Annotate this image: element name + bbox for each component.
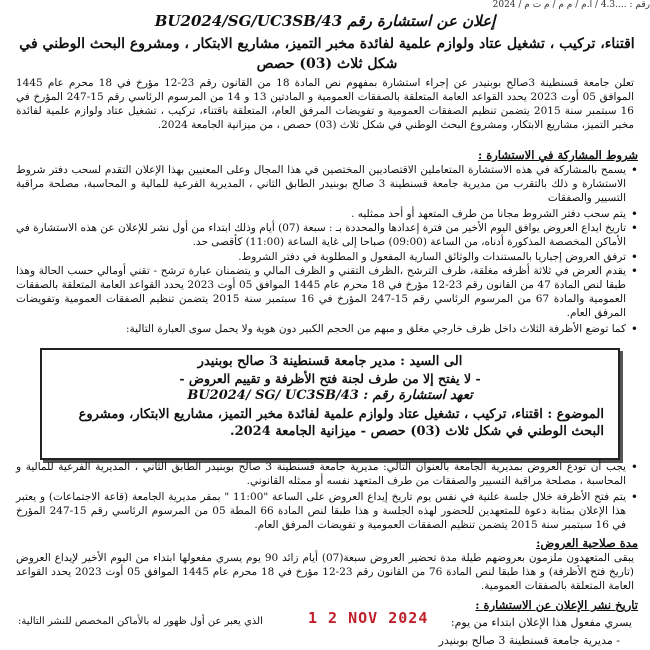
condition-item-5: • يقدم العرض في ثلاثة أظرفه مغلقة، ظرف الترشح ،الظرف التقني و الظرف المالي و يتضمنان عبارة ترشح - تقني أومالي حسب الحالة وهذا طبقا لنص المادة 47 من القانون رقم 23-12 مؤرخ في 18 محرم عام 1445 الموافق 05 أوت 2023 يحدد القواعد العامة المتعلقة بالصفقات العمومية والمادة 67 من المرسوم الرئاسي رقم 15-247 المؤرخ في 16 سبتمبر سنة 2015 يتضمن تنظيم الصفقات العمومية وتفويضات المرفق العام.	[16, 264, 636, 320]
envelope-box	[40, 348, 620, 460]
conditions-heading: شروط المشاركة في الاستشارة :	[477, 148, 638, 162]
validity-paragraph: يبقى المتعهدون ملزمون بعروضهم طيلة مدة تحضير العروض سبعة(07) أيام زائد 90 يوم يسري مفعولها ابتداء من اليوم الأخير لإيداع العروض (تاريخ فتح الأظرفة) و هذا طبقا لنص المادة 76 من القانون رقم 23-12 مؤرخ في 18 محرم عام 1445 الموافق 05 أوت 2023 يحدد القواعد العامة المتعلقة بالصفقات العمومية.	[16, 552, 635, 592]
publication-heading: تاريخ نشر الإعلان عن الاستشارة :	[475, 598, 638, 612]
deposit-item-1: • يجب أن تودع العروض بمديرية الجامعة بالعنوان التالي: مديرية جامعة قسنطينة 3 صالح بوبنيدر الطابق الثاني ، المديرية الفرعية للمالية و المحاسبة ، مصلحة مراقبة التسيير والصفقات من طرف المتعهد نفسه أو ممثله القانوني.	[16, 460, 636, 488]
publication-place-1	[439, 634, 620, 647]
condition-item-4: • ترفق العروض إجباريا بالمستندات والوثائق السارية المفعول و المطلوبة في دفتر الشروط.	[16, 250, 636, 264]
publication-line: يسري مفعول هذا الإعلان ابتداء من يوم:	[450, 616, 632, 629]
intro-paragraph: تعلن جامعة قسنطينة 3صالح بوبنيدر عن إجراء استشارة بمفهوم نص المادة 18 من القانون رقم 23-12 مؤرخ في 18 محرم عام 1445 الموافق 05 أوت 2023 يحدد القواعد العامة المتعلقة بالصفقات العمومية و المادتين 13 و 14 من المرسوم الرئاسي رقم 15-247 المؤرخ في 16 سبتمبر سنة 2015 يتضمن تنظيم الصفقات العمومية و تفويضات المرفق العام، المتعلقة باقتناء، تركيب ، تشغيل عتاد ولوازم علمية لفائدة مخبر التميز، مشاريع الابتكار، ومشروع البحث الوطني في شكل ثلاث (03) حصص ، من ميزانية الجامعة 2024.	[16, 77, 634, 131]
publication-line-after: الذي يعبر عن أول ظهور له بالأماكن المخصص للنشر التالية:	[18, 616, 263, 627]
condition-item-6: • كما توضع الأظرفة الثلاث داخل ظرف خارجي مغلق و مبهم من الحجم الكبير دون هوية ولا يحمل سوى العبارة التالية:	[16, 322, 636, 336]
validity-heading: مدة صلاحية العروض:	[536, 536, 638, 550]
envelope-subject: الموضوع : اقتناء، تركيب ، تشغيل عتاد ولوازم علمية لفائدة مخبر التميز، مشاريع الابتكار، ومشروع البحث الوطني في شكل ثلاث (03) حصص - ميزانية الجامعة 2024.	[78, 407, 604, 439]
condition-item-2: • يتم سحب دفتر الشروط مجانا من طرف المتعهد أو أحد ممثليه .	[16, 207, 636, 221]
condition-item-1: • يسمح بالمشاركة في هذه الاستشارة المتعاملين الاقتصاديين المختصين في هذا المجال وعلى المعنيين بهذا الإعلان التقدم لسحب دفتر شروط الاستشارة و ذلك بالتقرب من مديرية جامعة قسنطينة 3 صالح بوبنيدر الطابق الثاني ، المديرية الفرعية للمالية و المحاسبة، مصلحة مراقبة التسيير والصفقات	[16, 163, 636, 205]
place-bullet: -	[612, 634, 620, 647]
date-stamp: 1 2 NOV 2024	[308, 609, 429, 627]
condition-item-3: • تاريخ ايداع العروض يوافق اليوم الأخير من فترة إعدادها والمحددة بـ : سبعة (07) أيام وذلك ابتداء من أول نشر للإعلان عن هذه الاستشارة في الأماكن المخصصة المذكورة أدناه، من الساعة (09:00) صباحا إلى غاية الساعة (11:00) كأقصى حد.	[16, 221, 636, 249]
envelope-reference: تعهد استشارة رقم : BU2024/ SG/ UC3SB/43	[187, 388, 473, 403]
announcement-title: إعلان عن استشارة رقم BU2024/SG/UC3SB/43	[154, 12, 496, 30]
reference-strip: رقم : ....4.3 / أ.م / م م / م ت م / 2024	[492, 0, 650, 10]
envelope-addressee: الى السيد : مدير جامعة قسنطينة 3 صالح بوبنيدر	[197, 354, 463, 369]
announcement-subject: اقتناء، تركيب ، تشغيل عتاد ولوازم علمية لفائدة مخبر التميز، مشاريع الابتكار ، ومشروع البحث الوطني في شكل ثلاث (03) حصص	[19, 36, 635, 72]
envelope-notice: - لا يفتح إلا من طرف لجنة فتح الأظرفة و تقييم العروض -	[179, 371, 481, 386]
deposit-item-2: • يتم فتح الأظرفة خلال جلسة علنية في نفس يوم تاريخ إيداع العروض على الساعة "11:00 " بمقر مديرية الجامعة (قاعة الاجتماعات) و يعتبر هذا الإعلان بمثابة دعوة للمتعهدين للحضور لهذه الجلسة و هذا طبقا لنص المادة 66 المطة 05 من المرسوم الرئاسي رقم 15-247 المؤرخ في 16 سبتمبر سنة 2015 يتضمن تنظيم الصفقات العمومية و تفويضات المرفق العام.	[16, 490, 636, 532]
place-text: مديرية جامعة قسنطينة 3 صالح بوبنيدر	[438, 634, 613, 647]
